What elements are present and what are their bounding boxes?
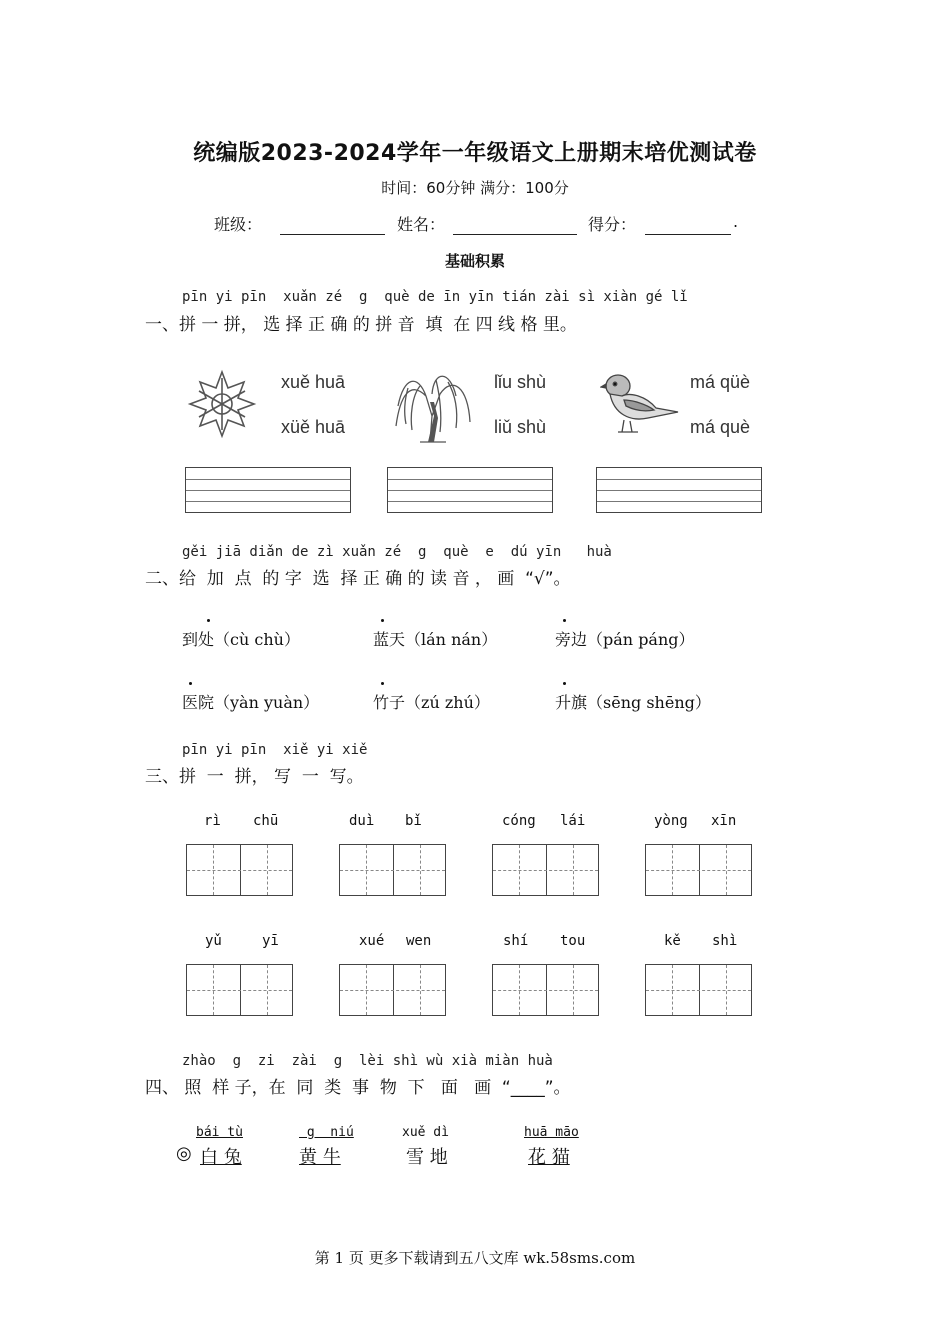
tian-grid[interactable]	[645, 844, 752, 896]
emphasis-dot	[563, 682, 566, 685]
q2-choices: （lán nán）	[405, 630, 498, 649]
q2-word: 竹子	[373, 693, 406, 712]
q1-answer-lines-1[interactable]	[185, 467, 351, 513]
q2-pinyin: gěi jiā diǎn de zì xuǎn zé g què e dú yīn huà	[182, 544, 612, 560]
class-label: 班级：	[214, 215, 263, 234]
q2-choices: （zú zhú）	[405, 693, 490, 712]
q2-item-2[interactable]	[373, 627, 497, 650]
emphasis-dot	[207, 619, 210, 622]
tian-grid[interactable]	[492, 964, 599, 1016]
q4-ex1-pinyin: bái tù	[196, 1125, 243, 1140]
sparrow-icon	[600, 370, 680, 438]
q3-pinyin-8b: shì	[712, 933, 738, 949]
emphasis-dot	[381, 619, 384, 622]
emphasis-dot	[381, 682, 384, 685]
q2-word: 医院	[182, 693, 215, 712]
q4-text: 四、 照 样 子，在 同 类 事 物 下 面 画 “____”。	[145, 1078, 571, 1098]
tian-grid[interactable]	[339, 844, 446, 896]
class-field[interactable]	[280, 212, 385, 235]
q1-item3-option-b: má què	[690, 417, 751, 437]
tian-grid[interactable]	[645, 964, 752, 1016]
q2-item-1[interactable]	[182, 627, 300, 650]
q4-ex2-pinyin: g niú	[299, 1125, 354, 1140]
q3-text: 三、拼 一 拼， 写 一 写。	[145, 767, 364, 787]
q1-item3-option-a: má qüè	[690, 372, 751, 392]
willow-tree-icon	[390, 366, 476, 444]
q3-pinyin-8a: kě	[664, 933, 681, 949]
page-footer: 第 1 页 更多下载请到五八文库 wk.58sms.com	[314, 1249, 636, 1267]
q3-pinyin-7b: tou	[560, 933, 586, 949]
q3-pinyin-6a: xué	[359, 933, 385, 949]
q4-pinyin: zhào g zi zài g lèi shì wù xià miàn huà	[182, 1053, 553, 1069]
q3-pinyin-5a: yǔ	[205, 933, 222, 949]
q2-word: 旁边	[555, 630, 588, 649]
name-field[interactable]	[453, 212, 577, 235]
q2-text: 二、给 加 点 的 字 选 择 正 确 的 读 音 ， 画 “√”。	[145, 569, 571, 589]
q2-word: 蓝天	[373, 630, 406, 649]
q3-pinyin-7a: shí	[503, 933, 529, 949]
emphasis-dot	[189, 682, 192, 685]
tian-grid[interactable]	[492, 844, 599, 896]
section-title: 基础积累	[444, 252, 505, 270]
emphasis-dot	[563, 619, 566, 622]
q1-item1-option-b: xüě huā	[281, 417, 346, 437]
tian-grid[interactable]	[339, 964, 446, 1016]
q4-ex2-word[interactable]: 黄 牛	[299, 1147, 341, 1168]
q4-ex1-word[interactable]: 白 兔	[200, 1147, 242, 1168]
q2-item-4[interactable]	[182, 690, 319, 713]
exam-time-score: 时间：60分钟 满分：100分	[381, 179, 569, 197]
q2-word: 升旗	[555, 693, 588, 712]
q1-item2-option-a: lǐu shù	[494, 372, 547, 392]
q2-choices: （cù chù）	[214, 630, 300, 649]
q3-pinyin-6b: wen	[406, 933, 432, 949]
q1-item1-option-a: xuě huā	[281, 372, 346, 392]
q3-pinyin-1b: chū	[253, 813, 279, 829]
q1-answer-lines-3[interactable]	[596, 467, 762, 513]
score-label: 得分：	[588, 215, 637, 234]
snowflake-icon	[186, 368, 258, 440]
q1-pinyin: pīn yi pīn xuǎn zé g què de īn yīn tián zài sì xiàn gé lǐ	[182, 289, 688, 305]
q3-pinyin-2a: duì	[349, 813, 375, 829]
q2-item-3[interactable]	[555, 627, 695, 650]
q1-answer-lines-2[interactable]	[387, 467, 553, 513]
example-mark: ◎	[176, 1143, 192, 1164]
q4-ex4-word[interactable]: 花 猫	[528, 1147, 570, 1168]
q3-pinyin: pīn yi pīn xiě yi xiě	[182, 742, 368, 758]
tian-grid[interactable]	[186, 964, 293, 1016]
q3-pinyin-2b: bǐ	[405, 813, 422, 829]
end-mark: .	[733, 212, 739, 231]
q2-choices: （yàn yuàn）	[214, 693, 320, 712]
page-title: 统编版2023-2024学年一年级语文上册期末培优测试卷	[193, 141, 757, 166]
q1-item2-option-b: liǔ shù	[494, 417, 547, 437]
q2-item-6[interactable]	[555, 690, 711, 713]
q3-pinyin-4b: xīn	[711, 813, 737, 829]
q3-pinyin-3a: cóng	[502, 813, 536, 829]
q3-pinyin-1a: rì	[204, 813, 221, 829]
q4-ex3-pinyin: xuě dì	[402, 1125, 449, 1140]
q2-word: 到处	[182, 630, 215, 649]
tian-grid[interactable]	[186, 844, 293, 896]
q1-text: 一、拼 一 拼， 选 择 正 确 的 拼 音 填 在 四 线 格 里。	[145, 315, 577, 335]
score-field[interactable]	[645, 212, 731, 235]
q2-choices: （pán páng）	[587, 630, 695, 649]
name-label: 姓名：	[397, 215, 446, 234]
q4-ex3-word[interactable]: 雪 地	[406, 1147, 448, 1168]
q3-pinyin-3b: lái	[560, 813, 586, 829]
q3-pinyin-5b: yī	[262, 933, 279, 949]
q4-ex4-pinyin: huā māo	[524, 1125, 579, 1140]
q2-choices: （sēng shēng）	[587, 693, 711, 712]
q3-pinyin-4a: yòng	[654, 813, 688, 829]
q2-item-5[interactable]	[373, 690, 490, 713]
